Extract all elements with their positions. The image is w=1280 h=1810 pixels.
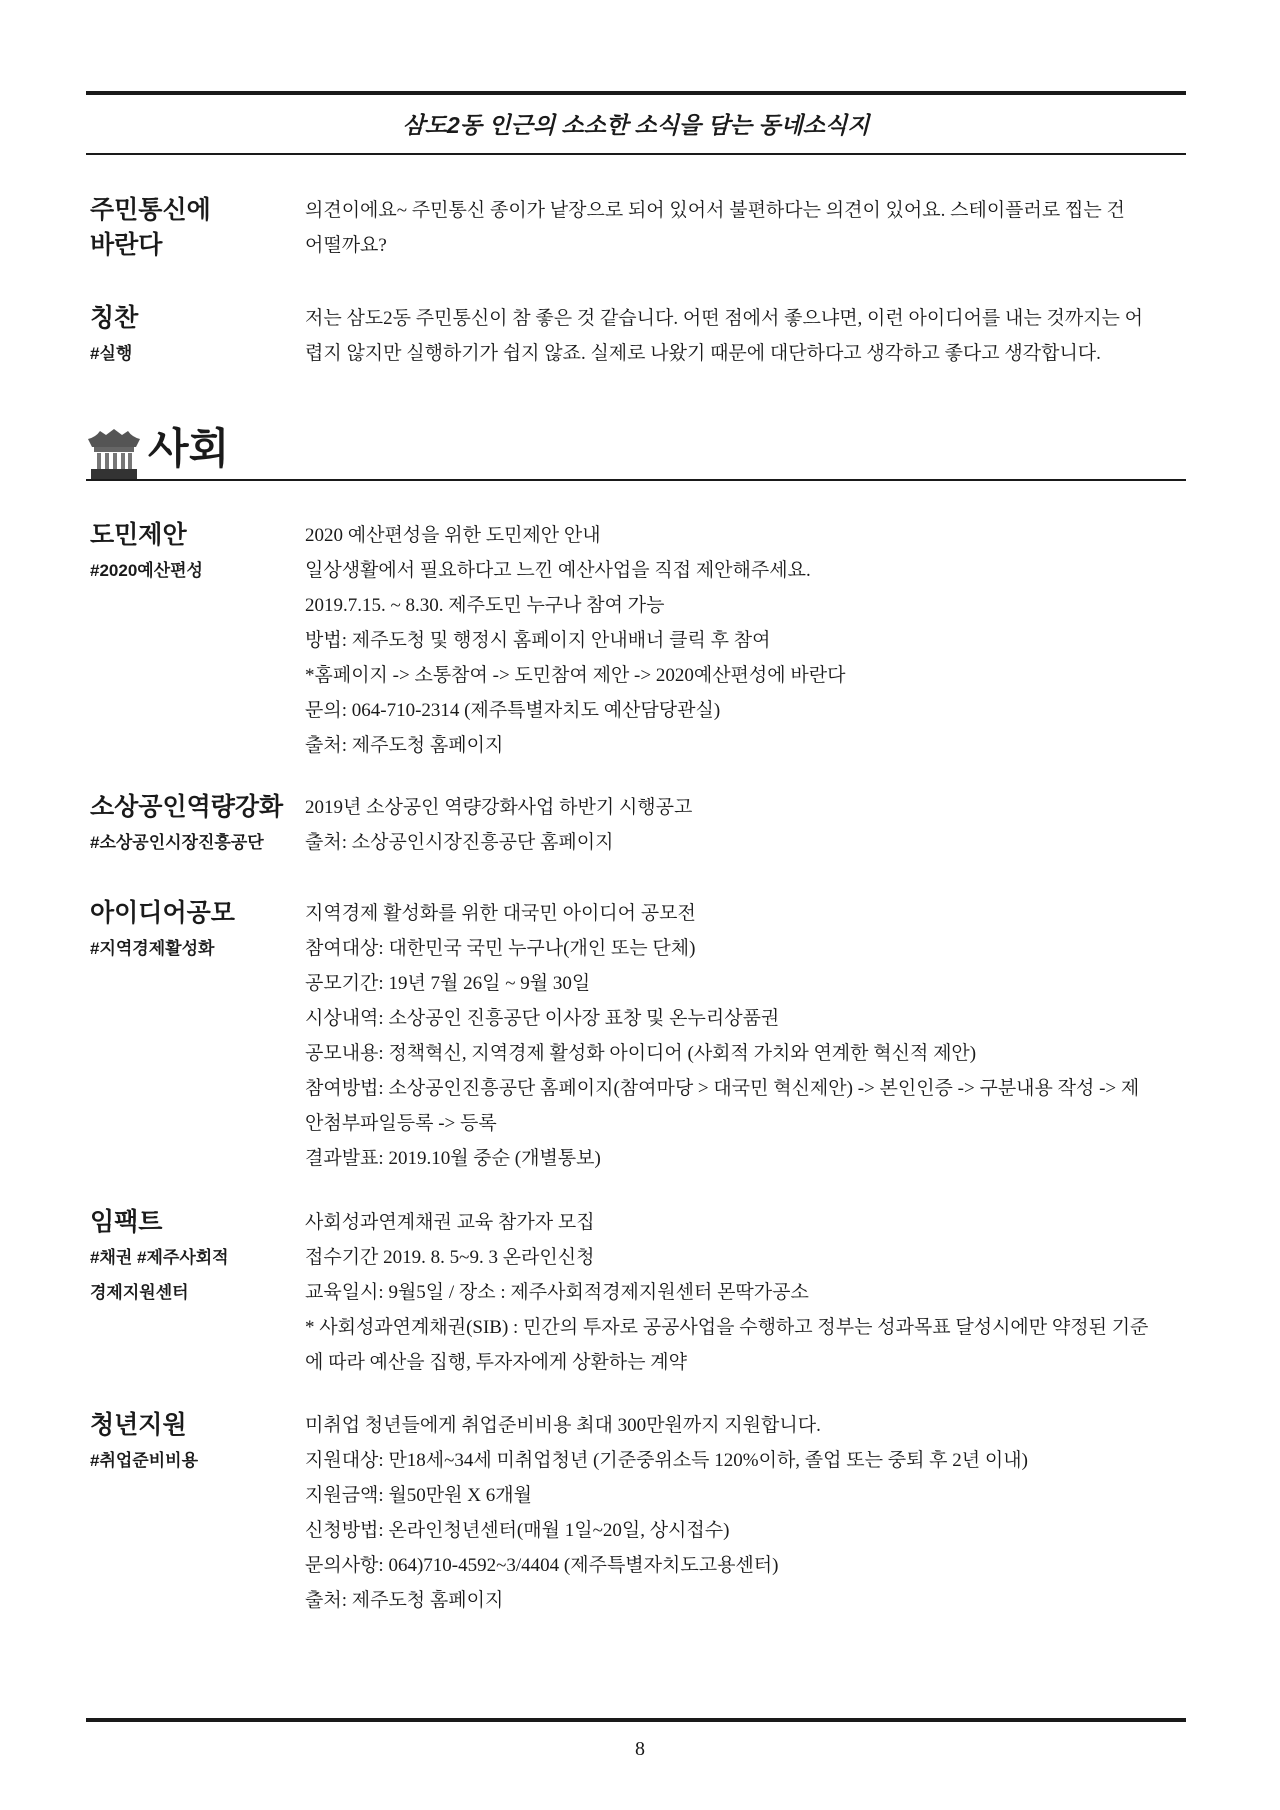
entry-line: *홈페이지 -> 소통참여 -> 도민참여 제안 -> 2020예산편성에 바란다 xyxy=(305,665,846,686)
header-rule xyxy=(86,153,1186,155)
entry-label xyxy=(90,518,300,588)
entry-line: 렵지 않지만 실행하기가 쉽지 않죠. 실제로 나왔기 때문에 대단하다고 생각하고 좋다고 생각합니다. xyxy=(305,343,1101,364)
entry-line: 문의사항: 064)710-4592~3/4404 (제주특별자치도고용센터) xyxy=(305,1555,779,1576)
entry-title: 바란다 xyxy=(90,231,163,259)
entry-label xyxy=(90,193,300,263)
entry-line: 의견이에요~ 주민통신 종이가 낱장으로 되어 있어서 불편하다는 의견이 있어요. 스테이플러로 찝는 건 xyxy=(305,200,1125,221)
top-rule xyxy=(86,91,1186,95)
entry-line: 방법: 제주도청 및 행정시 홈페이지 안내배너 클릭 후 참여 xyxy=(305,630,771,651)
entry-hashtag: #실행 xyxy=(90,344,133,363)
entry-line: 안첨부파일등록 -> 등록 xyxy=(305,1113,497,1134)
entry-title: 청년지원 xyxy=(90,1411,187,1439)
entry-title: 아이디어공모 xyxy=(90,899,235,927)
entry-line: 출처: 소상공인시장진흥공단 홈페이지 xyxy=(305,832,614,853)
entry-line: 결과발표: 2019.10월 중순 (개별통보) xyxy=(305,1148,601,1169)
entry-line: 2019년 소상공인 역량강화사업 하반기 시행공고 xyxy=(305,797,693,818)
entry-body xyxy=(305,1205,1185,1380)
entry-body xyxy=(305,518,1185,763)
entry-body xyxy=(305,193,1185,263)
entry-body xyxy=(305,896,1185,1176)
entry-body xyxy=(305,301,1185,371)
entry-hashtag: #채권 #제주사회적 xyxy=(90,1248,229,1267)
entry-hashtag: #2020예산편성 xyxy=(90,561,203,580)
entry-label xyxy=(90,1205,300,1310)
entry-label xyxy=(90,790,300,860)
entry-line: 2019.7.15. ~ 8.30. 제주도민 누구나 참여 가능 xyxy=(305,595,665,616)
entry-line: * 사회성과연계채권(SIB) : 민간의 투자로 공공사업을 수행하고 정부는 성과목표 달성시에만 약정된 기준 xyxy=(305,1317,1149,1338)
entry-line: 미취업 청년들에게 취업준비비용 최대 300만원까지 지원합니다. xyxy=(305,1415,821,1436)
bottom-rule xyxy=(86,1718,1186,1722)
entry-line: 일상생활에서 필요하다고 느낀 예산사업을 직접 제안해주세요. xyxy=(305,560,811,581)
entry-line: 저는 삼도2동 주민통신이 참 좋은 것 같습니다. 어떤 점에서 좋으냐면, 이런 아이디어를 내는 것까지는 어 xyxy=(305,308,1144,329)
entry-title: 임팩트 xyxy=(90,1208,163,1236)
entry-line: 에 따라 예산을 집행, 투자자에게 상환하는 계약 xyxy=(305,1352,687,1373)
entry-line: 지역경제 활성화를 위한 대국민 아이디어 공모전 xyxy=(305,903,696,924)
entry-hashtag: #소상공인시장진흥공단 xyxy=(90,833,264,852)
entry-line: 출처: 제주도청 홈페이지 xyxy=(305,1590,504,1611)
entry-hashtag: #지역경제활성화 xyxy=(90,939,215,958)
entry-label xyxy=(90,301,300,371)
entry-title: 소상공인역량강화 xyxy=(90,793,284,821)
section-title: 사회 xyxy=(148,425,230,472)
entry-line: 참여방법: 소상공인진흥공단 홈페이지(참여마당 > 대국민 혁신제안) -> 본인인증 -> 구분내용 작성 -> 제 xyxy=(305,1078,1140,1099)
entry-label xyxy=(90,896,300,966)
entry-line: 사회성과연계채권 교육 참가자 모집 xyxy=(305,1212,595,1233)
entry-body xyxy=(305,1408,1185,1618)
page-number: 8 xyxy=(635,1738,645,1760)
hanok-building-icon xyxy=(86,425,142,481)
section-rule xyxy=(86,479,1186,481)
entry-line: 공모내용: 정책혁신, 지역경제 활성화 아이디어 (사회적 가치와 연계한 혁신적 제안) xyxy=(305,1043,977,1064)
entry-line: 어떨까요? xyxy=(305,235,387,256)
entry-line: 참여대상: 대한민국 국민 누구나(개인 또는 단체) xyxy=(305,938,696,959)
entry-label xyxy=(90,1408,300,1478)
entry-title: 도민제안 xyxy=(90,521,187,549)
entry-line: 2020 예산편성을 위한 도민제안 안내 xyxy=(305,525,601,546)
entry-title: 주민통신에 xyxy=(90,196,211,224)
entry-line: 출처: 제주도청 홈페이지 xyxy=(305,735,504,756)
entry-line: 문의: 064-710-2314 (제주특별자치도 예산담당관실) xyxy=(305,700,721,721)
entry-hashtag: #취업준비비용 xyxy=(90,1451,198,1470)
entry-line: 교육일시: 9월5일 / 장소 : 제주사회적경제지원센터 몬딱가공소 xyxy=(305,1282,809,1303)
entry-line: 지원대상: 만18세~34세 미취업청년 (기준중위소득 120%이하, 졸업 또는 중퇴 후 2년 이내) xyxy=(305,1450,1028,1471)
entry-line: 공모기간: 19년 7월 26일 ~ 9월 30일 xyxy=(305,973,591,994)
entry-line: 시상내역: 소상공인 진흥공단 이사장 표창 및 온누리상품권 xyxy=(305,1008,780,1029)
entry-title: 칭찬 xyxy=(90,304,139,332)
entry-body xyxy=(305,790,1185,860)
newsletter-header-title: 삼도2동 인근의 소소한 소식을 담는 동네소식지 xyxy=(402,112,870,138)
entry-line: 접수기간 2019. 8. 5~9. 3 온라인신청 xyxy=(305,1247,595,1268)
entry-line: 지원금액: 월50만원 X 6개월 xyxy=(305,1485,532,1506)
entry-hashtag: 경제지원센터 xyxy=(90,1283,189,1302)
entry-line: 신청방법: 온라인청년센터(매월 1일~20일, 상시접수) xyxy=(305,1520,730,1541)
